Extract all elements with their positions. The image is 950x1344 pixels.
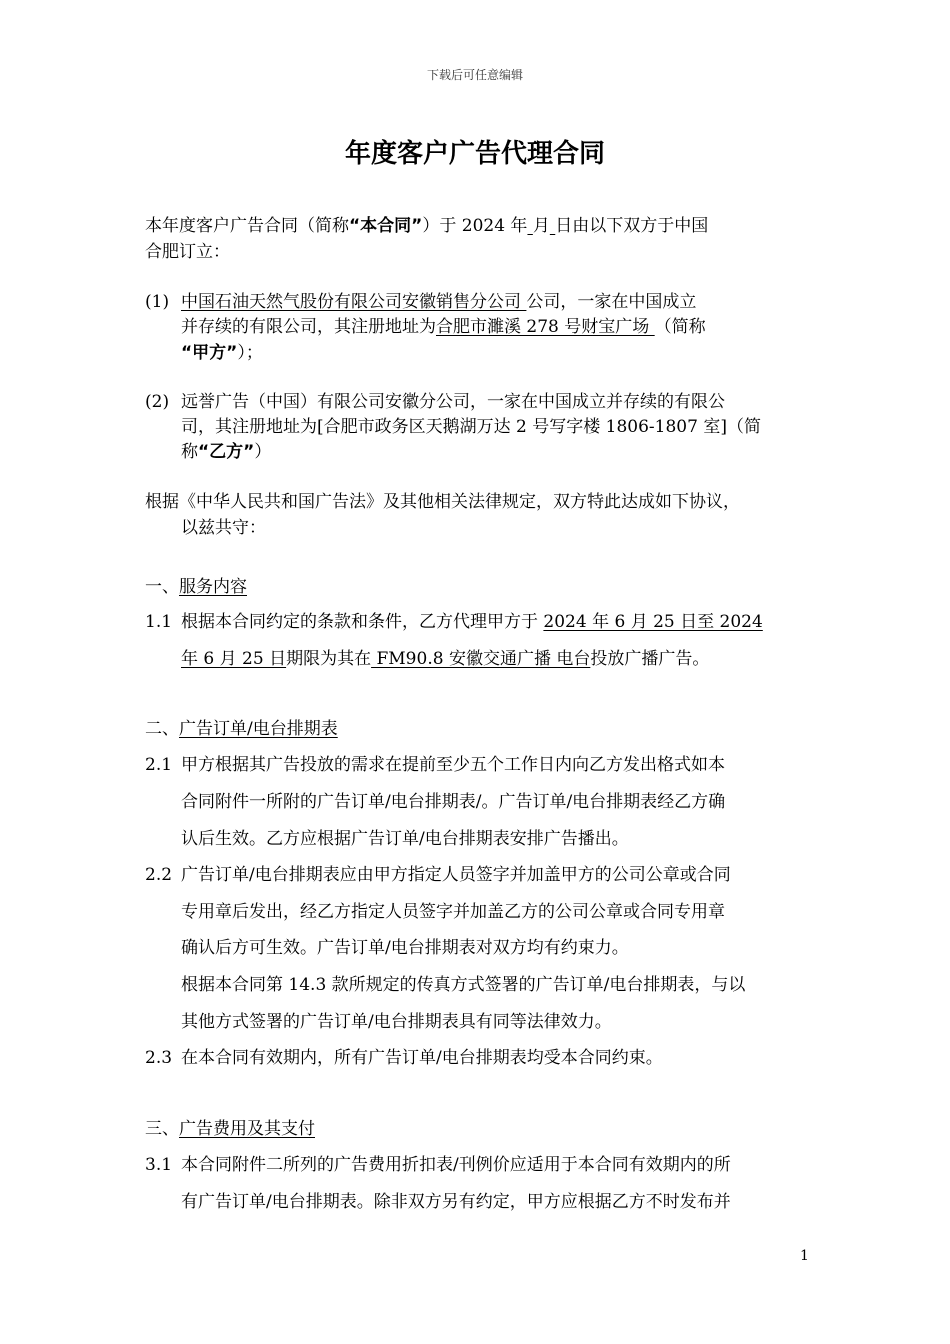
party2-line-3: 称“乙方”） [181, 442, 272, 462]
party2-line-2: 司，其注册地址为[合肥市政务区天鹅湖万达 2 号写字楼 1806-1807 室]（简 [181, 417, 761, 437]
party1-line-2: 并存续的有限公司，其注册地址为合肥市濉溪 278 号财宝广场 （简称 [181, 317, 706, 337]
clause-2-1-number: 2.1 [145, 755, 173, 775]
header-note: 下载后可任意编辑 [426, 68, 523, 82]
clause-2-1-line-3: 认后生效。乙方应根据广告订单/电台排期表安排广告播出。 [181, 829, 629, 849]
party1-address: 合肥市濉溪 278 号财宝广场 [436, 317, 655, 337]
clause-2-2-line-4: 根据本合同第 14.3 款所规定的传真方式签署的广告订单/电台排期表，与以 [181, 975, 746, 995]
clause-3-1-line-2: 有广告订单/电台排期表。除非双方另有约定，甲方应根据乙方不时发布并 [181, 1192, 731, 1212]
clause-1-1-line-1: 根据本合同约定的条款和条件，乙方代理甲方于 2024 年 6 月 25 日至 2024 [181, 612, 763, 632]
section-1-heading: 一、服务内容 [145, 577, 247, 597]
clause-2-2-line-5: 其他方式签署的广告订单/电台排期表具有同等法律效力。 [181, 1012, 612, 1032]
page-number: 1 [800, 1248, 809, 1264]
intro-line-2: 合肥订立： [145, 242, 230, 262]
party1-name: 中国石油天然气股份有限公司安徽销售分公司 [181, 292, 527, 312]
clause-3-1-line-1: 本合同附件二所列的广告费用折扣表/刊例价应适用于本合同有效期内的所 [181, 1155, 731, 1175]
party1-number: (1) [145, 292, 170, 312]
party1-line-3: “甲方”）； [181, 343, 263, 363]
clause-2-3-line-1: 在本合同有效期内，所有广告订单/电台排期表均受本合同约束。 [181, 1048, 663, 1068]
clause-2-2-line-1: 广告订单/电台排期表应由甲方指定人员签字并加盖甲方的公司公章或合同 [181, 865, 731, 885]
clause-2-3-number: 2.3 [145, 1048, 173, 1068]
section-3-heading: 三、广告费用及其支付 [145, 1119, 315, 1139]
clause-2-1-line-1: 甲方根据其广告投放的需求在提前至少五个工作日内向乙方发出格式如本 [181, 755, 725, 775]
clause-3-1-number: 3.1 [145, 1155, 173, 1175]
intro-line-1: 本年度客户广告合同（简称“本合同”）于 2024 年 月 日由以下双方于中国 [145, 216, 709, 236]
party1-line-1: 中国石油天然气股份有限公司安徽销售分公司 公司，一家在中国成立 [181, 292, 697, 312]
clause-1-1-line-2: 年 6 月 25 日期限为其在 FM90.8 安徽交通广播 电台投放广播广告。 [181, 649, 710, 669]
basis-line-2: 以兹共守： [181, 518, 266, 538]
party2-number: (2) [145, 392, 170, 412]
clause-2-2-line-2: 专用章后发出，经乙方指定人员签字并加盖乙方的公司公章或合同专用章 [181, 902, 725, 922]
section-2-heading: 二、广告订单/电台排期表 [145, 719, 338, 739]
basis-line-1: 根据《中华人民共和国广告法》及其他相关法律规定，双方特此达成如下协议， [145, 492, 740, 512]
clause-2-2-line-3: 确认后方可生效。广告订单/电台排期表对双方均有约束力。 [181, 938, 629, 958]
clause-2-1-line-2: 合同附件一所附的广告订单/电台排期表/。广告订单/电台排期表经乙方确 [181, 792, 726, 812]
clause-2-2-number: 2.2 [145, 865, 173, 885]
party2-line-1: 远誉广告（中国）有限公司安徽分公司，一家在中国成立并存续的有限公 [181, 392, 725, 412]
clause-1-1-number: 1.1 [145, 612, 173, 632]
document-title: 年度客户广告代理合同 [344, 139, 605, 169]
